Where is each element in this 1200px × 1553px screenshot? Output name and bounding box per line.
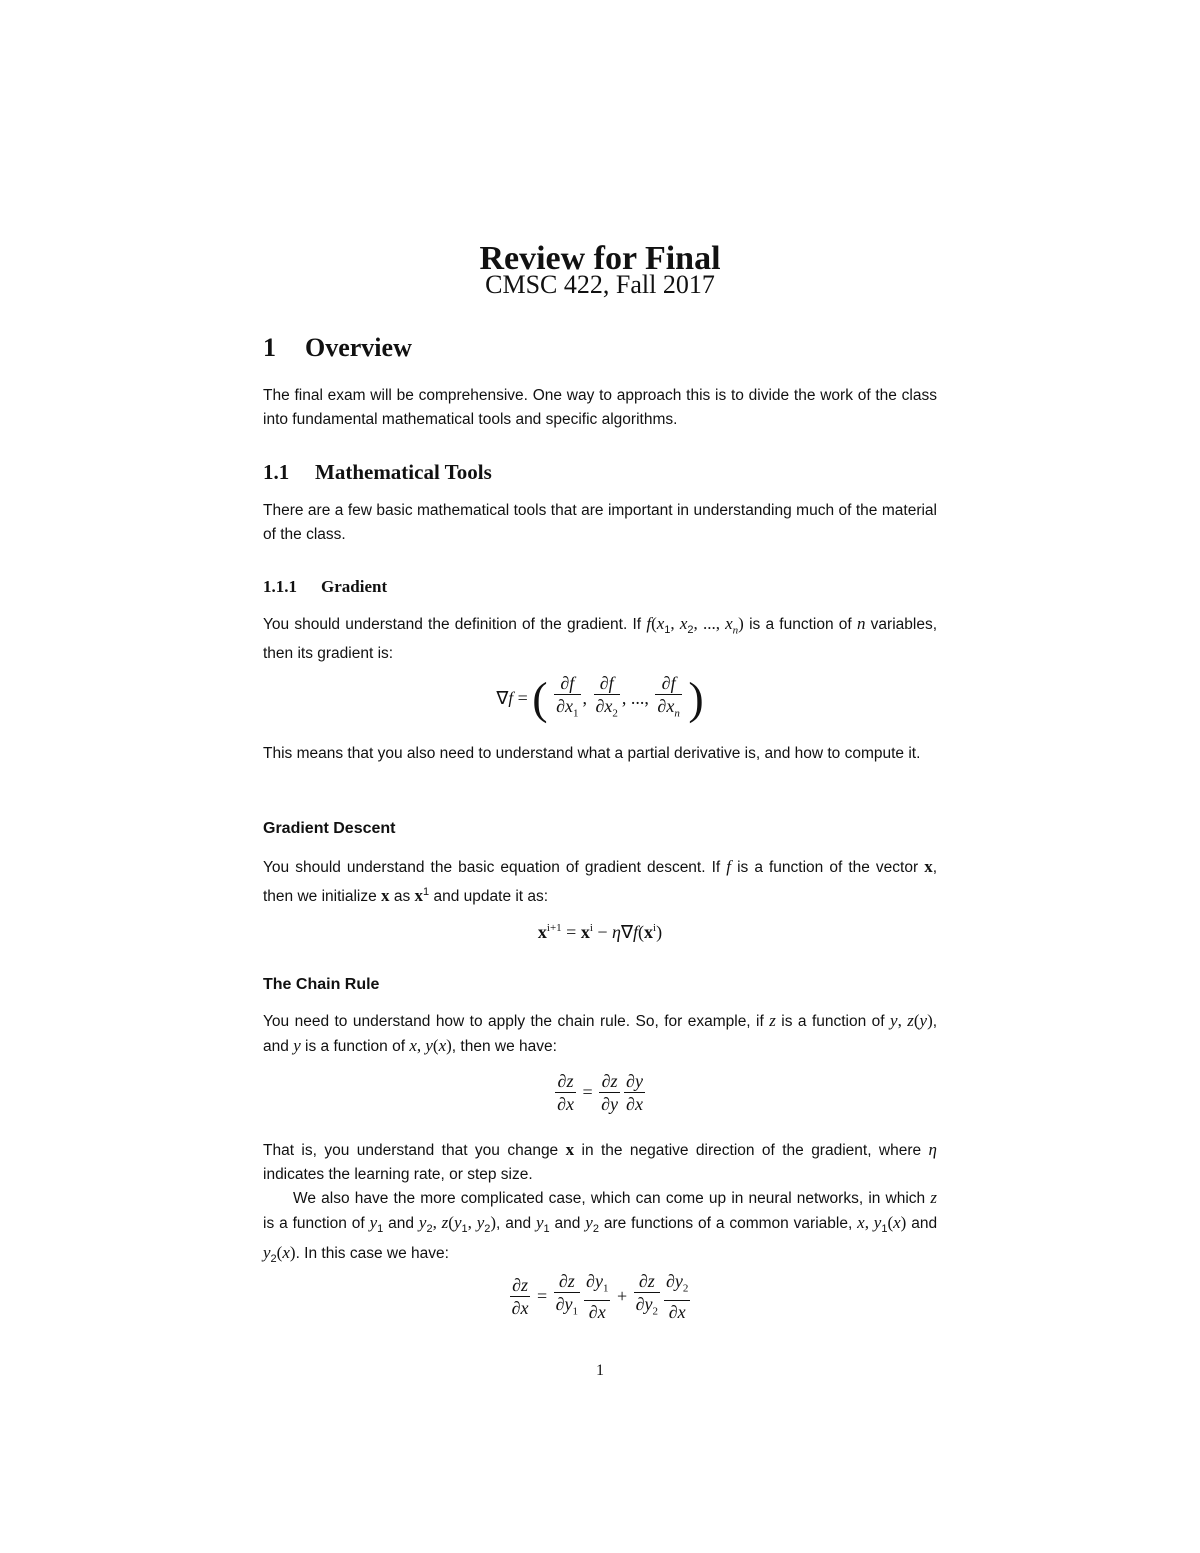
section-title: Mathematical Tools bbox=[315, 460, 492, 484]
multivariable-chain-equation: $\frac{\partial z}{\partial x}$ = $\frac{\partial z}{\partial y_1}$ $\frac{\partial y_1}{\partial x}$ + $\frac{\partial z}{\partial y_2}$ $\frac{\partial y_2}{\partial x}$ bbox=[511, 1271, 689, 1322]
page-title: Review for Final bbox=[479, 240, 721, 277]
heading-chain-rule: The Chain Rule bbox=[263, 976, 380, 993]
gradient-equation: ∇f = ( $\frac{\partial f}{\partial x_1}$ , $\frac{\partial f}{\partial x_2}$ , ..., $\frac{\partial f}{\partial x_n}$ ) bbox=[496, 672, 704, 724]
section-number: 1.1.1 bbox=[263, 577, 297, 596]
learning-rate-paragraph: That is, you understand that you change x in the negative direction of the gradient, where η indicates the learning rate, or step size. bbox=[263, 1140, 937, 1183]
chain-rule-equation: $\frac{\partial z}{\partial x}$ = $\frac{\partial z}{\partial y}$ $\frac{\partial y}{\partial x}$ bbox=[557, 1071, 643, 1114]
section-heading-math-tools bbox=[263, 460, 492, 485]
gradient-paragraph: You should understand the definition of the gradient. If $f(x_1$, $x_2$, ..., $x_n$) is a function of n variables, then its gradient is: bbox=[263, 614, 938, 663]
section-title: Overview bbox=[305, 333, 412, 362]
math-function-f: f bbox=[646, 614, 652, 633]
section-number: 1 bbox=[263, 333, 276, 362]
section-heading-overview bbox=[263, 333, 412, 363]
heading-gradient-descent: Gradient Descent bbox=[263, 820, 396, 837]
section-heading-gradient bbox=[263, 577, 387, 597]
page-number: 1 bbox=[596, 1362, 604, 1379]
chain-rule-paragraph: You need to understand how to apply the chain rule. So, for example, if z is a function of y, z(y), and y is a function of x, y(x), then we have: bbox=[263, 1011, 938, 1055]
gradient-descent-equation: $x^{i+1} = x^i - \eta\nabla f(x^i)$ bbox=[537, 922, 663, 942]
gradient-descent-paragraph: You should understand the basic equation of gradient descent. If f is a function of the vector x, then we initialize x as $x^1$ and update it as: bbox=[263, 857, 937, 906]
overview-paragraph: The final exam will be comprehensive. One way to approach this is to divide the work of the class into fundamental mathematical tools and specific algorithms. bbox=[263, 387, 937, 428]
partial-derivative-paragraph: This means that you also need to understand what a partial derivative is, and how to compute it. bbox=[263, 745, 921, 762]
multivariable-chain-paragraph: We also have the more complicated case, which can come up in neural networks, in which z is a function of $y_1$ and $y_2$, $z(y_1$, $y_2$), and $y_1$ and $y_2$ are functions of a common variable, x, $y_1(x)$ and $y_2(x)$. In this case we have: bbox=[263, 1188, 938, 1266]
section-number: 1.1 bbox=[263, 460, 290, 484]
section-title: Gradient bbox=[321, 577, 388, 596]
math-tools-paragraph: There are a few basic mathematical tools that are important in understanding much of the material of the class. bbox=[263, 502, 937, 543]
page-subtitle: CMSC 422, Fall 2017 bbox=[485, 270, 715, 299]
